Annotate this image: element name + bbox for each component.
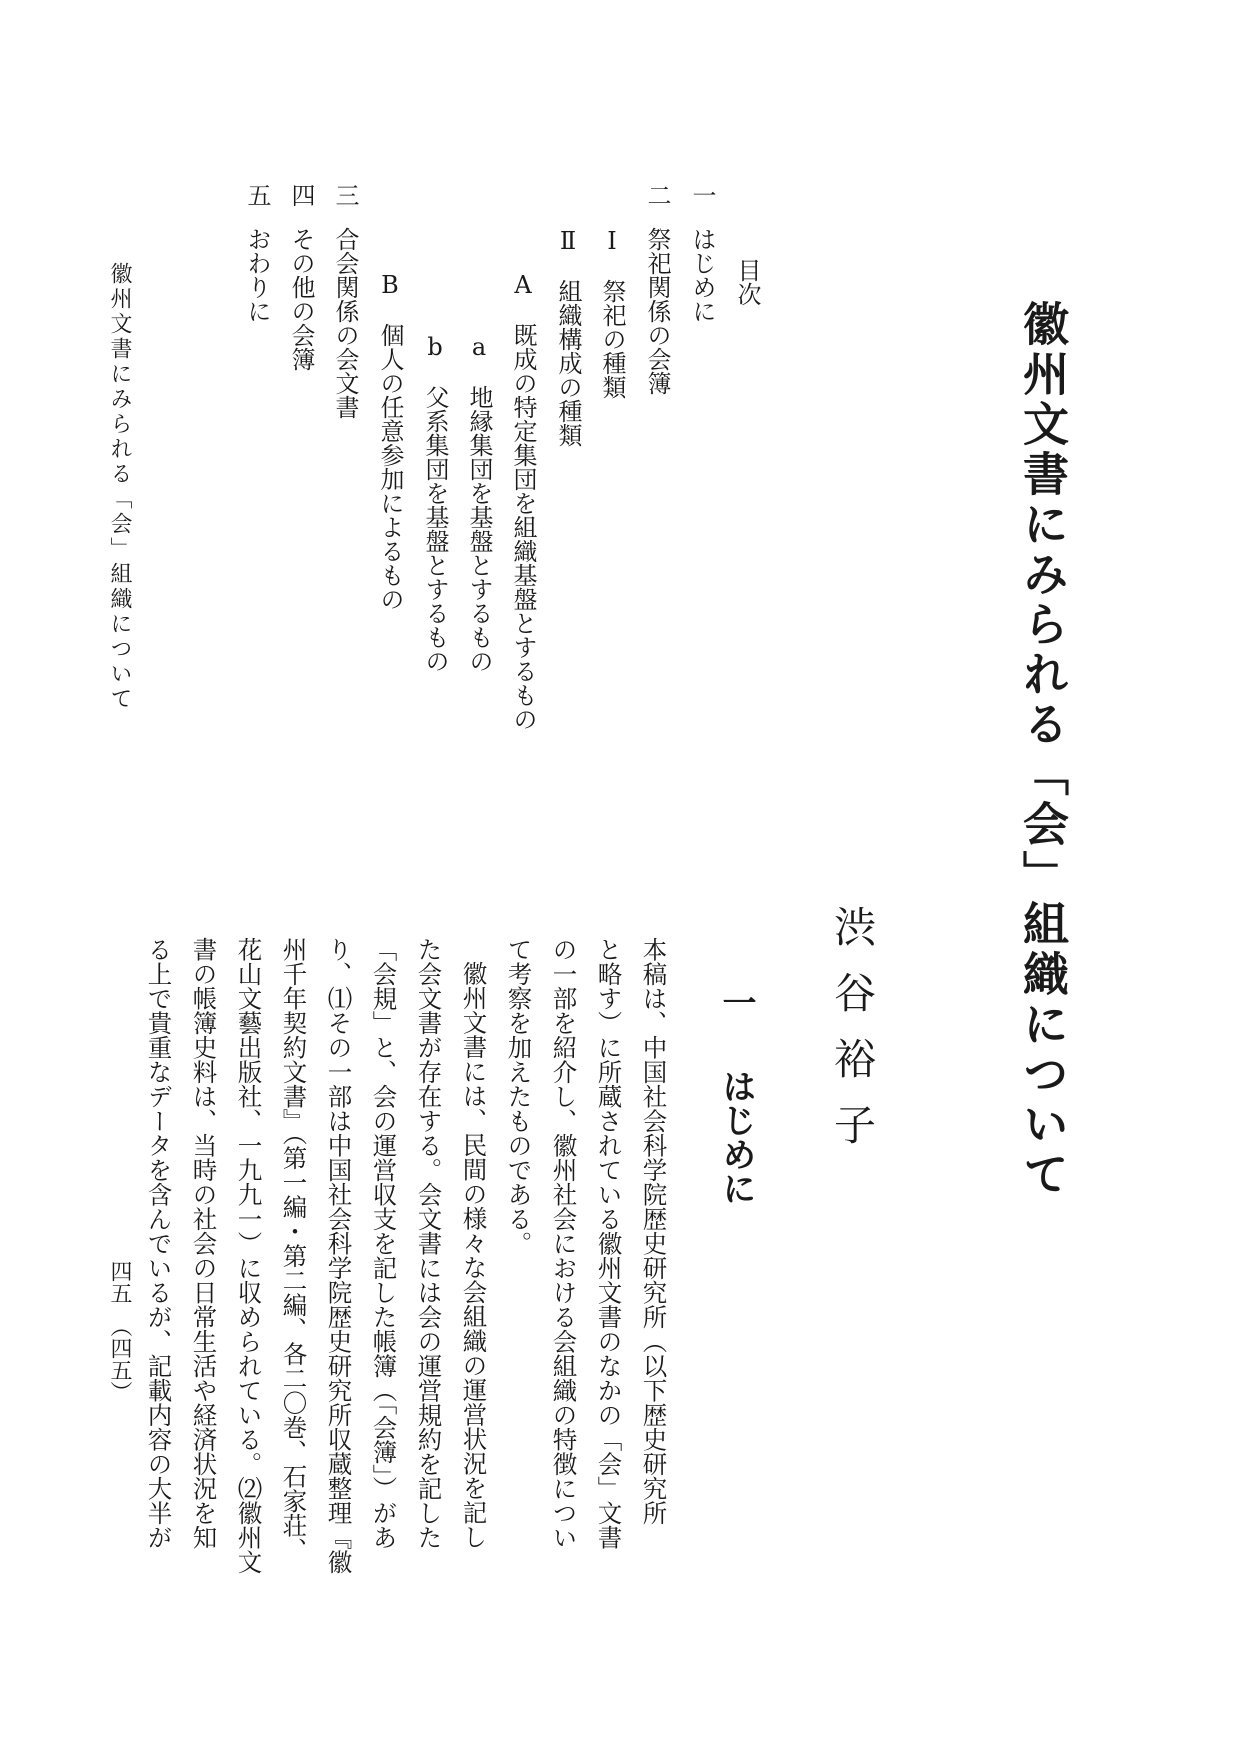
body-line: 徽州文書には、民間の様々な会組織の運営状況を記し: [459, 961, 489, 1549]
toc-heading: 目次: [733, 258, 761, 306]
body-line: て考察を加えたものである。: [504, 937, 534, 1256]
body-line: り、⑴その一部は中国社会科学院歴史研究所収蔵整理『徽: [324, 937, 354, 1574]
toc-entry-text: 祭祀関係の会簿: [643, 227, 671, 395]
body-line: の一部を紹介し、徽州社会における会組織の特徴につい: [549, 937, 579, 1550]
body-line: 州千年契約文書』（第一編・第二編、各二〇巻、石家荘、: [279, 937, 309, 1562]
toc-entry-text: A 既成の特定集団を組織基盤とするもの: [509, 271, 537, 731]
body-line: 花山文藝出版社、一九九一）に収められている。⑵徽州文: [234, 937, 264, 1574]
author-name: 渋谷裕子: [828, 905, 877, 1169]
section-heading: [712, 985, 761, 1205]
page-number: 四五 （四五）: [107, 1260, 132, 1403]
toc-entry-number: 五: [243, 183, 271, 207]
toc-entry-number: 四: [287, 183, 315, 207]
toc-entry-number: 一: [688, 183, 716, 207]
body-line: と略す）に所蔵されている徽州文書のなかの「会」文書: [594, 937, 624, 1550]
toc-entry: [600, 183, 624, 399]
body-line: 書の帳簿史料は、当時の社会の日常生活や経済状況を知: [189, 937, 219, 1550]
article-title: 徽州文書にみられる「会」組織について: [1016, 300, 1070, 1200]
toc-entry: [245, 183, 269, 323]
body-line: る上で貴重なデータを含んでいるが、記載内容の大半が: [144, 937, 174, 1550]
toc-entry: [423, 183, 447, 673]
toc-entry: [333, 183, 357, 419]
toc-entry-text: a 地縁集団を基盤とするもの: [465, 333, 493, 673]
toc-entry: [289, 183, 313, 371]
toc-entry-text: Ⅱ 組織構成の種類: [554, 227, 582, 447]
toc-entry-number: 二: [643, 183, 671, 207]
toc-entry-text: 合会関係の会文書: [331, 227, 359, 419]
toc-entry-text: おわりに: [243, 227, 271, 323]
running-title: 徽州文書にみられる「会」組織について: [107, 262, 132, 712]
toc-entry-text: はじめに: [688, 227, 716, 323]
body-line: 本稿は、中国社会科学院歴史研究所（以下歴史研究所: [639, 937, 669, 1525]
toc-entry-text: b 父系集団を基盤とするもの: [421, 333, 449, 673]
toc-entry: [556, 183, 580, 447]
body-line: た会文書が存在する。会文書には会の運営規約を記した: [414, 937, 444, 1550]
toc-entry: [690, 183, 714, 323]
toc-entry: [467, 183, 491, 673]
toc-entry-text: B 個人の任意参加によるもの: [376, 271, 404, 611]
toc-entry: [378, 183, 402, 611]
toc-entry: [645, 183, 669, 395]
toc-entry-text: その他の会簿: [287, 227, 315, 371]
toc-entry: [511, 183, 535, 731]
body-line: 「会規」と、会の運営収支を記した帳簿（「会簿」）があ: [369, 937, 399, 1550]
section-title: はじめに: [716, 1069, 756, 1205]
toc-entry-text: Ⅰ 祭祀の種類: [598, 227, 626, 399]
toc-entry-number: 三: [331, 183, 359, 207]
section-number: 一: [716, 985, 756, 1019]
